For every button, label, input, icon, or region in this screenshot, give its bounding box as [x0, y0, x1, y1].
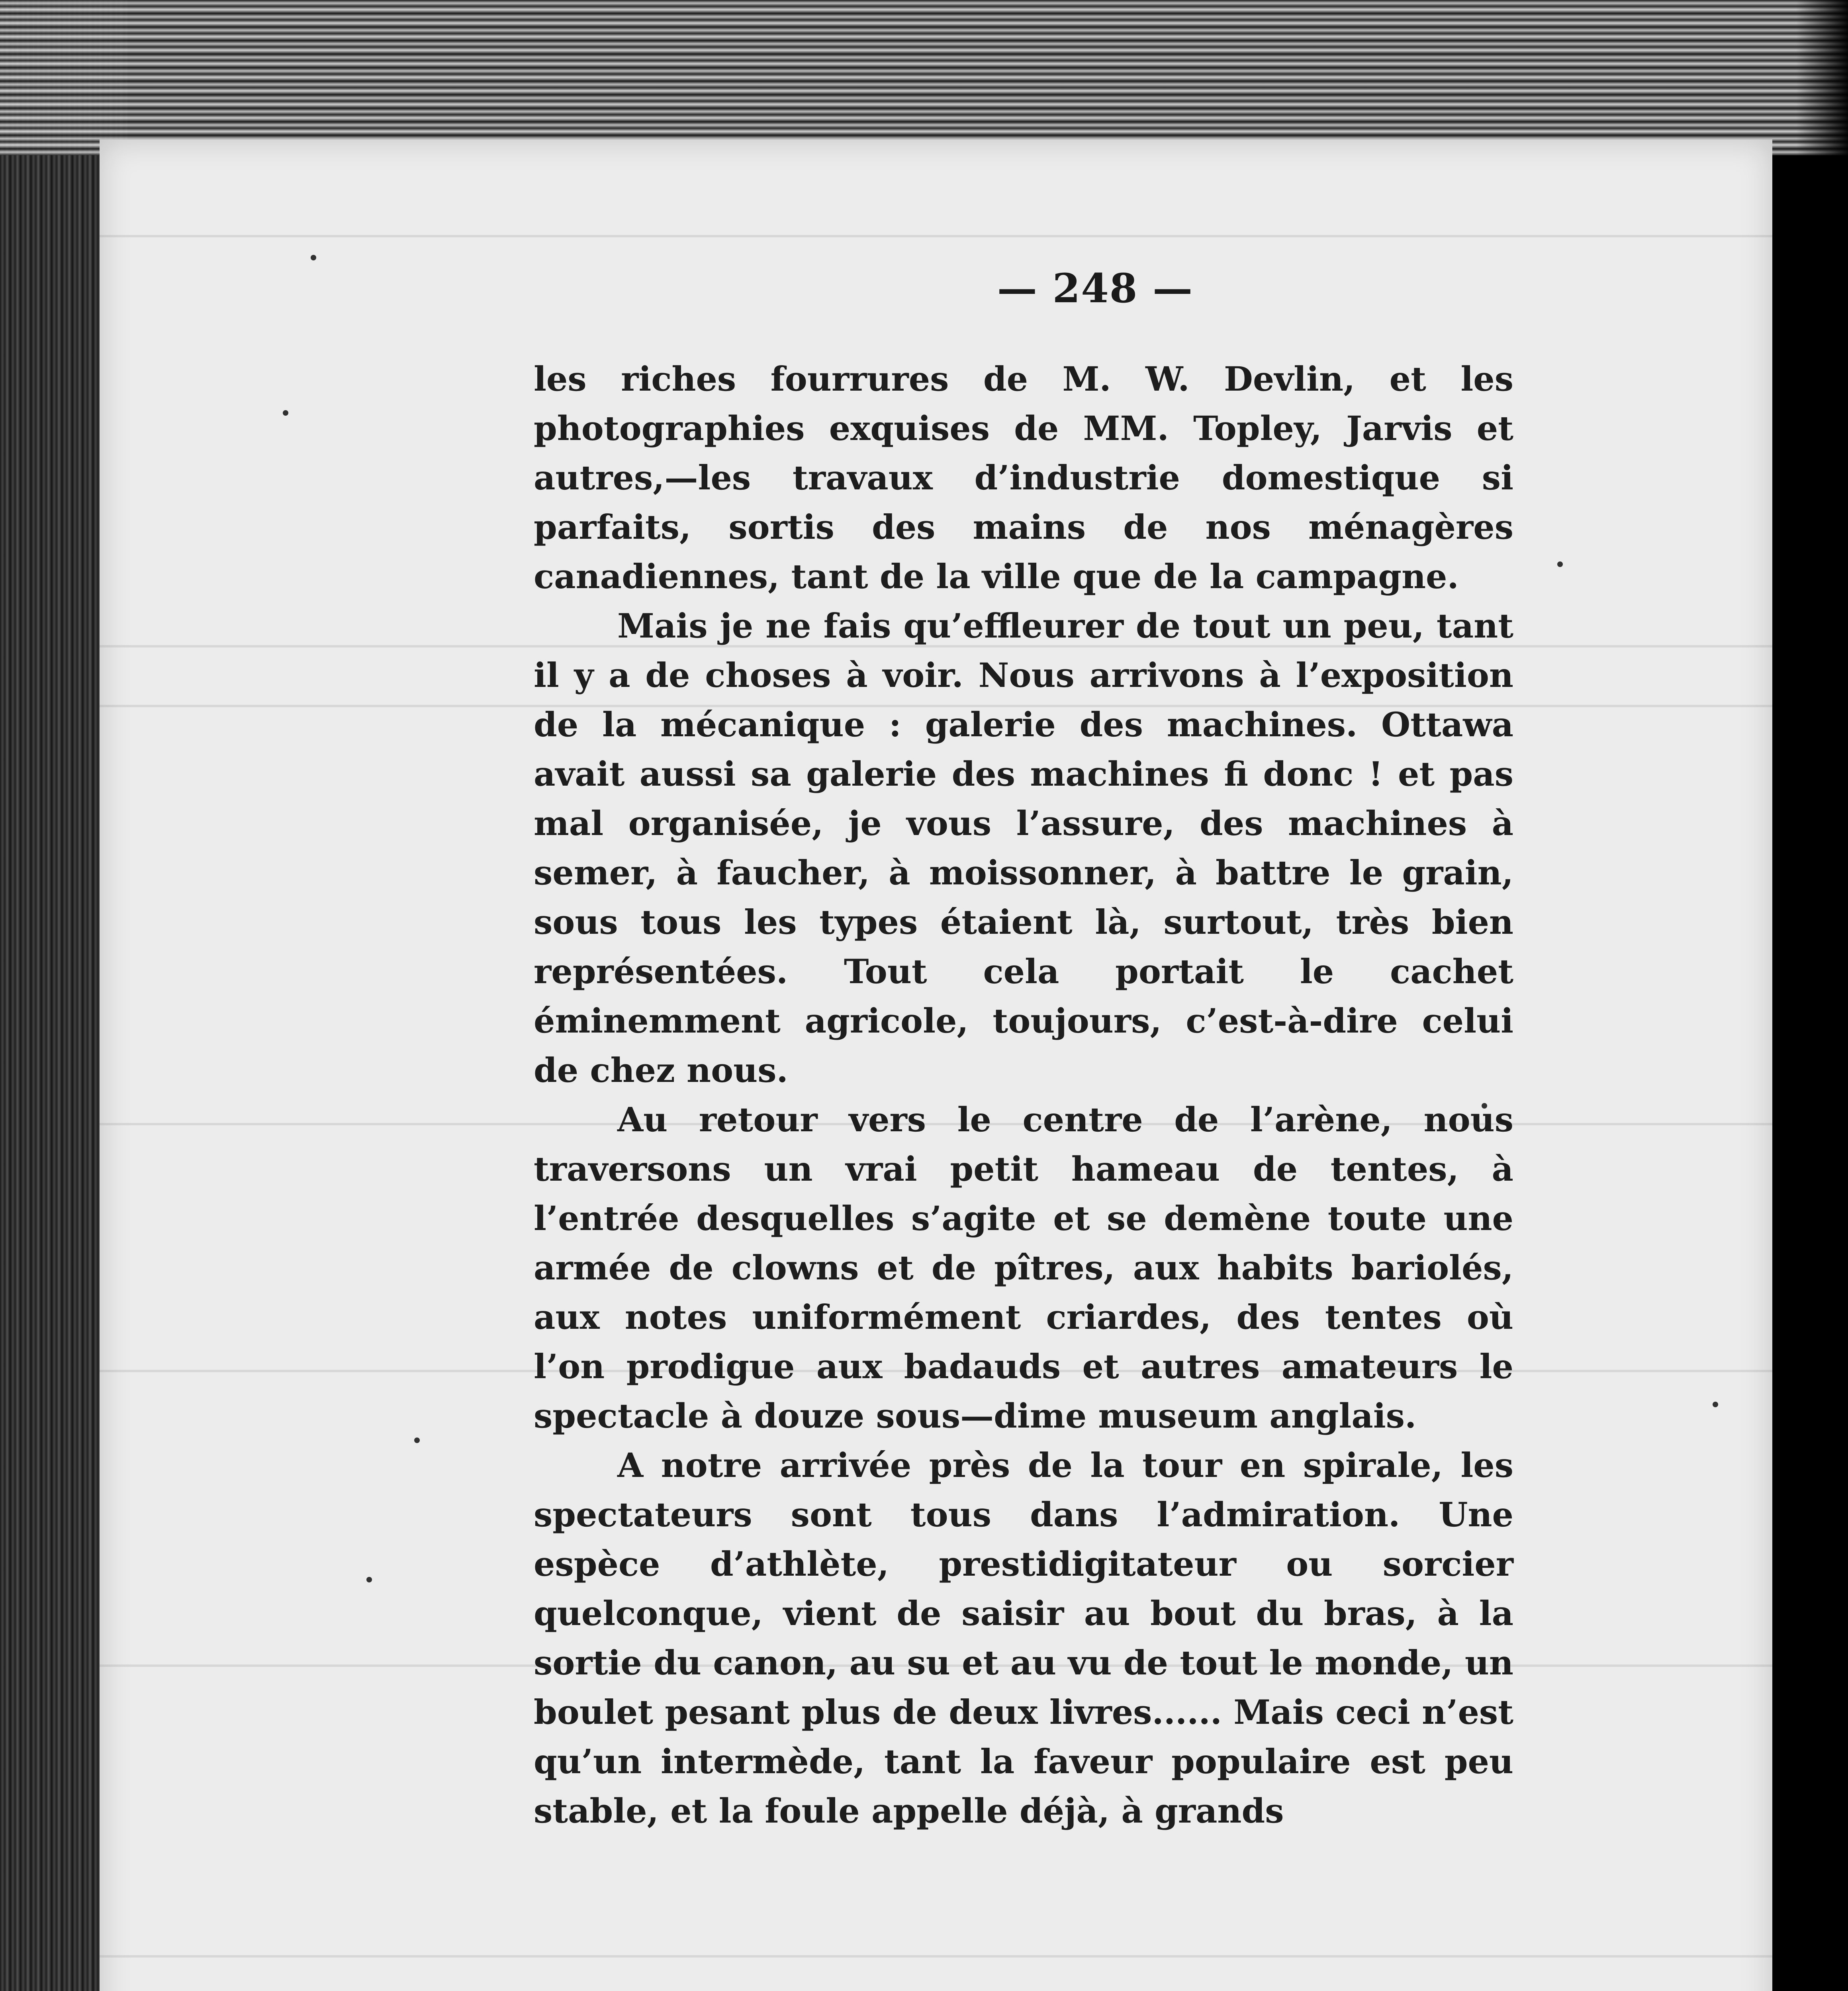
paper-rule — [100, 1955, 1772, 1958]
body-text — [534, 354, 1513, 1836]
dust-speck — [366, 1577, 372, 1582]
dust-speck — [1713, 1402, 1718, 1407]
dust-speck — [283, 410, 288, 416]
paragraph-3: Au retour vers le centre de l’arène, nous traversons un vrai petit hameau de tentes, à l’entrée desquelles s’agite et se demène toute une armée de clowns et de pîtres, aux habits bariolés, aux notes uniformément criardes, des tentes où l’on prodigue aux badauds et autres amateurs le spectacle à douze sous—dime museum anglais. — [534, 1100, 1513, 1436]
dust-speck — [414, 1438, 420, 1443]
dust-speck — [1557, 561, 1563, 567]
paragraph-1: les riches fourrures de M. W. Devlin, et les photographies exquises de MM. Topley, Jarvis et autres,—les travaux d’industrie domestique si parfaits, sortis des mains de nos ménagères canadiennes, tant de la ville que de la campagne. — [534, 359, 1513, 596]
top-page-stack — [0, 0, 1848, 155]
document-page — [100, 139, 1772, 1991]
paper-rule — [100, 235, 1772, 237]
page-number: — 248 — — [997, 265, 1194, 312]
paragraph-2: Mais je ne fais qu’effleurer de tout un peu, tant il y a de choses à voir. Nous arrivons à l’exposition de la mécanique : galerie des machines. Ottawa avait aussi sa galerie des machines fi donc ! et pas mal organisée, je vous l’assure, des machines à semer, à faucher, à moissonner, à battre le grain, sous tous les types étaient là, surtout, très bien représentées. Tout cela portait le cachet éminemment agricole, toujours, c’est-à-dire celui de chez nous. — [534, 606, 1513, 1090]
paragraph-4: A notre arrivée près de la tour en spirale, les spectateurs sont tous dans l’admiration. Une espèce d’athlète, prestidigitateur ou sorcier quelconque, vient de saisir au bout du bras, à la sortie du canon, au su et au vu de tout le monde, un boulet pesant plus de deux livres...... Mais ceci n’est qu’un intermède, tant la faveur populaire est peu stable, et la foule appelle déjà, à grands — [534, 1445, 1513, 1831]
right-scan-shadow — [1796, 0, 1848, 1991]
dust-speck — [311, 255, 316, 260]
